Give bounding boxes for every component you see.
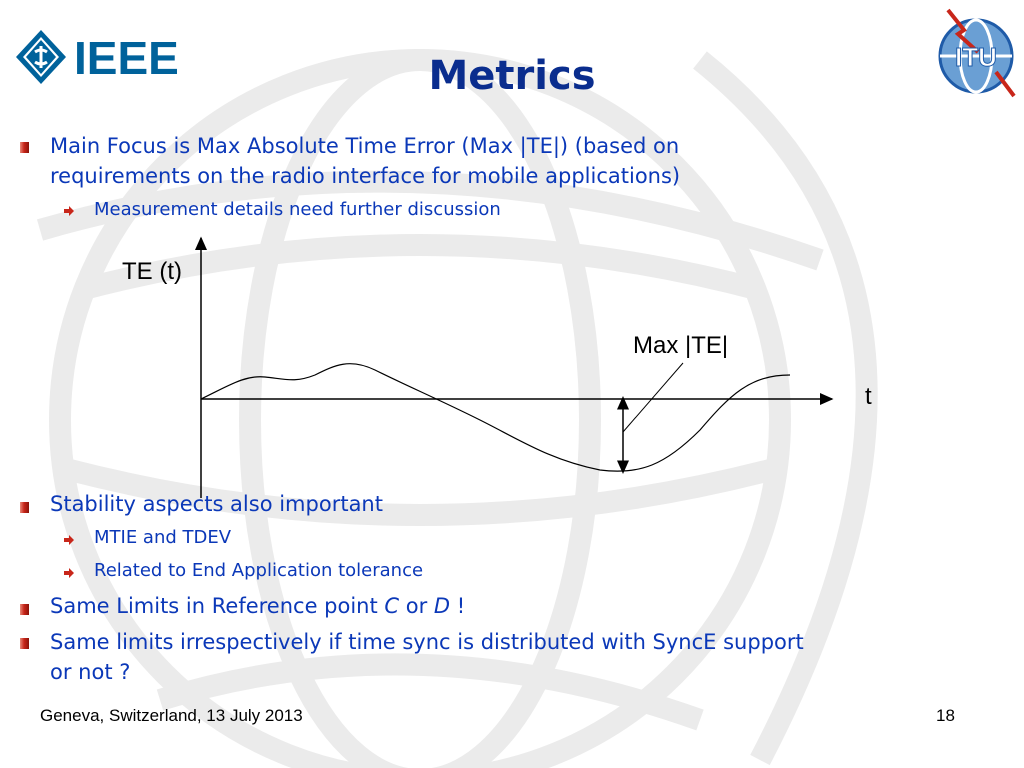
bullet-main-focus-line-2: requirements on the radio interface for mobile applications) (50, 164, 681, 188)
footer-page-number: 18 (936, 706, 955, 725)
sub-bullet-arrow-icon (64, 206, 74, 216)
sub-bullet-mtie-tdev: MTIE and TDEV (94, 527, 232, 548)
max-te-annotation: Max |TE| (633, 332, 729, 359)
ieee-logo-wordmark: IEEE (74, 32, 179, 84)
x-axis-label: t (865, 383, 872, 410)
max-te-leader-line (623, 363, 683, 432)
y-axis-label: TE (t) (122, 258, 182, 285)
time-error-curve (201, 364, 790, 472)
slide-title: Metrics (428, 53, 596, 99)
sub-bullet-end-application: Related to End Application tolerance (94, 560, 424, 581)
sub-bullet-measurement-details: Measurement details need further discussion (94, 199, 501, 220)
bullet-same-limits-reference-point: Same Limits in Reference point C or D ! (50, 594, 466, 618)
bullet-marker (20, 142, 29, 153)
bullet-marker (20, 638, 29, 649)
sub-bullet-arrow-icon (64, 568, 74, 578)
bullet-stability-aspects: Stability aspects also important (50, 492, 383, 516)
bullet-main-focus-line-1: Main Focus is Max Absolute Time Error (Max |TE|) (based on (50, 134, 680, 158)
bullet-marker (20, 502, 29, 513)
sub-bullet-arrow-icon (64, 535, 74, 545)
time-error-diagram (120, 230, 890, 500)
itu-logo-wordmark: ITU (955, 42, 997, 72)
footer-location-date: Geneva, Switzerland, 13 July 2013 (40, 706, 303, 725)
bullet-same-limits-syncE-line-1: Same limits irrespectively if time sync is distributed with SyncE support (50, 630, 804, 654)
bullet-same-limits-syncE-line-2: or not ? (50, 660, 131, 684)
bullet-marker (20, 604, 29, 615)
